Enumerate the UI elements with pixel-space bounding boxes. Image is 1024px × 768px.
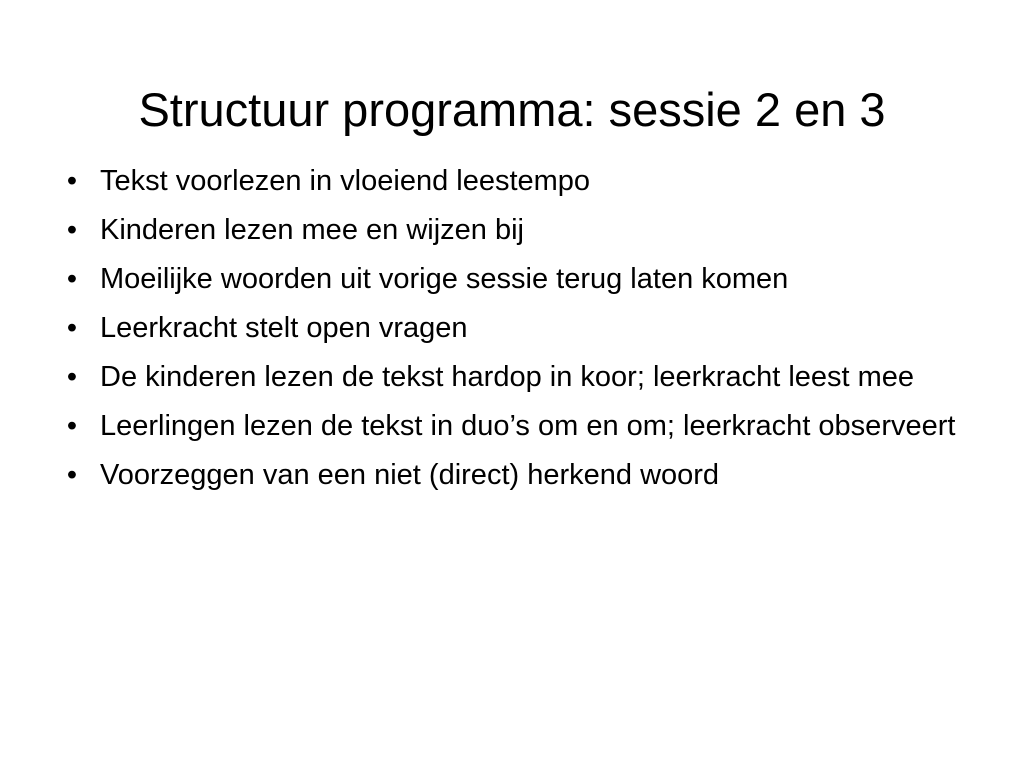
- bullet-text: Kinderen lezen mee en wijzen bij: [100, 214, 524, 246]
- bullet-item: [62, 456, 962, 495]
- bullet-text: De kinderen lezen de tekst hardop in koor; leerkracht leest mee: [100, 361, 915, 393]
- bullet-icon: •: [66, 263, 78, 295]
- slide-title: Structuur programma: sessie 2 en 3: [138, 83, 886, 136]
- bullet-icon: •: [66, 459, 78, 491]
- bullet-list: [62, 162, 962, 505]
- bullet-icon: •: [66, 312, 78, 344]
- bullet-item: [62, 407, 962, 446]
- bullet-text: Leerlingen lezen de tekst in duo’s om en om; leerkracht observeert: [100, 410, 956, 442]
- bullet-icon: •: [66, 165, 78, 197]
- bullet-item: [62, 309, 962, 348]
- bullet-text: Tekst voorlezen in vloeiend leestempo: [100, 165, 591, 197]
- bullet-item: [62, 162, 962, 201]
- bullet-icon: •: [66, 361, 78, 393]
- bullet-item: [62, 211, 962, 250]
- bullet-item: [62, 260, 962, 299]
- bullet-text: Moeilijke woorden uit vorige sessie terug laten komen: [100, 263, 789, 295]
- bullet-text: Voorzeggen van een niet (direct) herkend woord: [100, 459, 720, 491]
- bullet-item: [62, 358, 962, 397]
- bullet-icon: •: [66, 214, 78, 246]
- bullet-text: Leerkracht stelt open vragen: [100, 312, 468, 344]
- bullet-icon: •: [66, 410, 78, 442]
